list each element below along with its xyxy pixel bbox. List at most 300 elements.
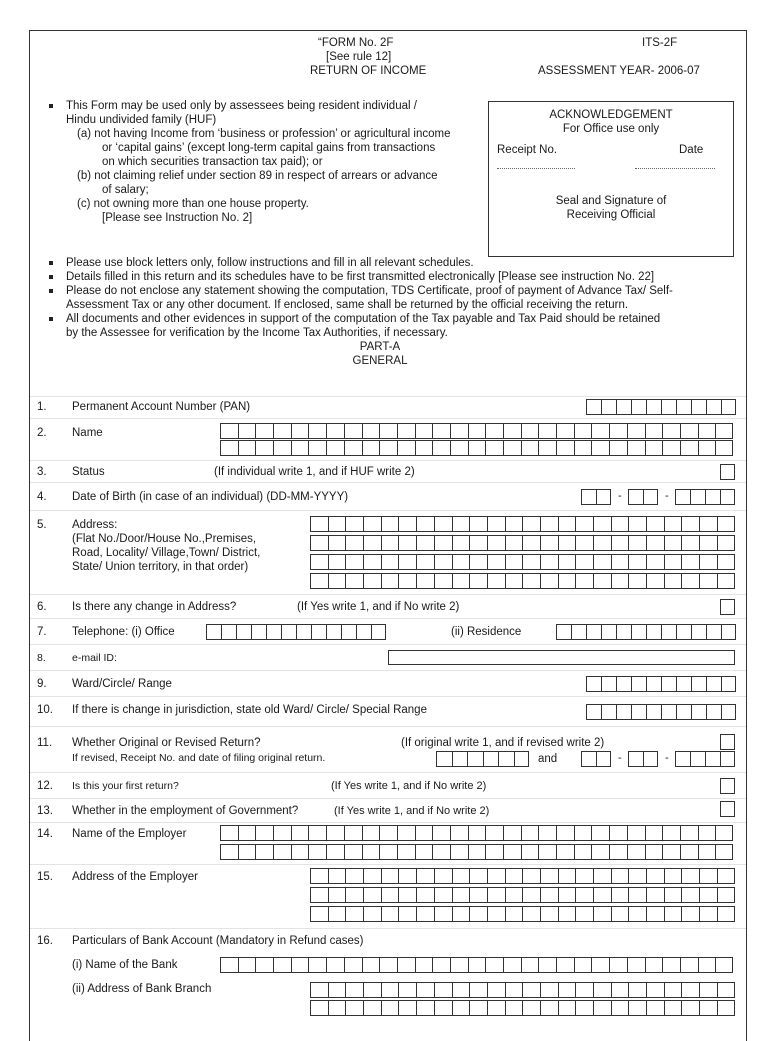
character-box[interactable] xyxy=(601,704,616,720)
character-box[interactable] xyxy=(415,440,433,456)
character-box[interactable] xyxy=(680,957,698,973)
employer-address-input-line-2[interactable] xyxy=(310,887,735,903)
character-box[interactable] xyxy=(680,423,698,439)
dob-day-input[interactable] xyxy=(581,489,611,505)
character-box[interactable] xyxy=(662,440,680,456)
character-box[interactable] xyxy=(255,844,273,860)
character-box[interactable] xyxy=(593,868,611,884)
govt-employment-input[interactable] xyxy=(720,801,735,817)
character-box[interactable] xyxy=(434,535,452,551)
character-box[interactable] xyxy=(345,535,363,551)
character-box[interactable] xyxy=(452,554,470,570)
character-box[interactable] xyxy=(631,624,646,640)
character-box[interactable] xyxy=(643,489,658,505)
character-box[interactable] xyxy=(415,844,433,860)
character-box[interactable] xyxy=(601,399,616,415)
character-box[interactable] xyxy=(611,516,629,532)
character-box[interactable] xyxy=(469,554,487,570)
character-box[interactable] xyxy=(680,440,698,456)
character-box[interactable] xyxy=(328,1000,346,1016)
character-box[interactable] xyxy=(310,982,328,998)
character-box[interactable] xyxy=(631,399,646,415)
character-box[interactable] xyxy=(556,825,574,841)
character-box[interactable] xyxy=(646,704,661,720)
character-box[interactable] xyxy=(611,535,629,551)
character-box[interactable] xyxy=(691,704,706,720)
character-box[interactable] xyxy=(628,982,646,998)
character-box[interactable] xyxy=(469,906,487,922)
character-box[interactable] xyxy=(487,573,505,589)
character-box[interactable] xyxy=(483,751,499,767)
character-box[interactable] xyxy=(328,887,346,903)
character-box[interactable] xyxy=(452,982,470,998)
character-box[interactable] xyxy=(522,982,540,998)
character-box[interactable] xyxy=(586,624,601,640)
character-box[interactable] xyxy=(310,1000,328,1016)
character-box[interactable] xyxy=(540,887,558,903)
character-box[interactable] xyxy=(505,887,523,903)
character-box[interactable] xyxy=(717,887,735,903)
character-box[interactable] xyxy=(717,1000,735,1016)
character-box[interactable] xyxy=(255,440,273,456)
character-box[interactable] xyxy=(676,676,691,692)
character-box[interactable] xyxy=(468,440,486,456)
character-box[interactable] xyxy=(485,957,503,973)
character-box[interactable] xyxy=(664,516,682,532)
character-box[interactable] xyxy=(681,906,699,922)
character-box[interactable] xyxy=(362,957,380,973)
character-box[interactable] xyxy=(664,982,682,998)
character-box[interactable] xyxy=(345,573,363,589)
character-box[interactable] xyxy=(690,489,705,505)
character-box[interactable] xyxy=(308,440,326,456)
character-box[interactable] xyxy=(538,423,556,439)
character-box[interactable] xyxy=(328,906,346,922)
character-box[interactable] xyxy=(706,624,721,640)
character-box[interactable] xyxy=(236,624,251,640)
character-box[interactable] xyxy=(609,957,627,973)
character-box[interactable] xyxy=(717,906,735,922)
character-box[interactable] xyxy=(328,982,346,998)
character-box[interactable] xyxy=(522,906,540,922)
character-box[interactable] xyxy=(646,516,664,532)
character-box[interactable] xyxy=(540,982,558,998)
bank-address-input-line-2[interactable] xyxy=(310,1000,735,1016)
character-box[interactable] xyxy=(381,906,399,922)
old-ward-input[interactable] xyxy=(586,704,736,720)
character-box[interactable] xyxy=(662,844,680,860)
character-box[interactable] xyxy=(452,1000,470,1016)
character-box[interactable] xyxy=(238,423,256,439)
character-box[interactable] xyxy=(681,535,699,551)
character-box[interactable] xyxy=(593,554,611,570)
character-box[interactable] xyxy=(575,906,593,922)
character-box[interactable] xyxy=(273,825,291,841)
character-box[interactable] xyxy=(416,982,434,998)
character-box[interactable] xyxy=(591,957,609,973)
character-box[interactable] xyxy=(434,516,452,532)
original-filing-month-input[interactable] xyxy=(628,751,658,767)
character-box[interactable] xyxy=(291,440,309,456)
character-box[interactable] xyxy=(540,1000,558,1016)
character-box[interactable] xyxy=(627,423,645,439)
character-box[interactable] xyxy=(371,624,386,640)
character-box[interactable] xyxy=(681,554,699,570)
character-box[interactable] xyxy=(646,573,664,589)
character-box[interactable] xyxy=(397,825,415,841)
character-box[interactable] xyxy=(558,1000,576,1016)
character-box[interactable] xyxy=(398,554,416,570)
character-box[interactable] xyxy=(586,704,601,720)
character-box[interactable] xyxy=(341,624,356,640)
character-box[interactable] xyxy=(505,573,523,589)
character-box[interactable] xyxy=(720,599,735,615)
character-box[interactable] xyxy=(662,423,680,439)
character-box[interactable] xyxy=(434,554,452,570)
character-box[interactable] xyxy=(310,573,328,589)
character-box[interactable] xyxy=(469,535,487,551)
character-box[interactable] xyxy=(664,554,682,570)
character-box[interactable] xyxy=(363,906,381,922)
character-box[interactable] xyxy=(540,868,558,884)
character-box[interactable] xyxy=(328,554,346,570)
character-box[interactable] xyxy=(698,423,716,439)
character-box[interactable] xyxy=(505,868,523,884)
character-box[interactable] xyxy=(521,440,539,456)
character-box[interactable] xyxy=(680,825,698,841)
character-box[interactable] xyxy=(485,844,503,860)
character-box[interactable] xyxy=(698,825,716,841)
character-box[interactable] xyxy=(328,868,346,884)
character-box[interactable] xyxy=(432,423,450,439)
character-box[interactable] xyxy=(609,423,627,439)
character-box[interactable] xyxy=(558,982,576,998)
character-box[interactable] xyxy=(291,423,309,439)
character-box[interactable] xyxy=(720,801,735,817)
character-box[interactable] xyxy=(706,399,721,415)
character-box[interactable] xyxy=(452,868,470,884)
character-box[interactable] xyxy=(522,887,540,903)
character-box[interactable] xyxy=(308,844,326,860)
character-box[interactable] xyxy=(628,887,646,903)
character-box[interactable] xyxy=(310,554,328,570)
character-box[interactable] xyxy=(628,489,643,505)
character-box[interactable] xyxy=(715,957,733,973)
character-box[interactable] xyxy=(522,573,540,589)
character-box[interactable] xyxy=(611,1000,629,1016)
character-box[interactable] xyxy=(498,751,514,767)
character-box[interactable] xyxy=(538,844,556,860)
character-box[interactable] xyxy=(575,868,593,884)
character-box[interactable] xyxy=(416,535,434,551)
character-box[interactable] xyxy=(487,887,505,903)
character-box[interactable] xyxy=(540,535,558,551)
character-box[interactable] xyxy=(281,624,296,640)
character-box[interactable] xyxy=(593,887,611,903)
bank-name-input[interactable] xyxy=(220,957,733,973)
character-box[interactable] xyxy=(522,1000,540,1016)
character-box[interactable] xyxy=(540,516,558,532)
character-box[interactable] xyxy=(487,516,505,532)
character-box[interactable] xyxy=(467,751,483,767)
character-box[interactable] xyxy=(706,704,721,720)
character-box[interactable] xyxy=(645,440,663,456)
character-box[interactable] xyxy=(664,887,682,903)
character-box[interactable] xyxy=(397,440,415,456)
character-box[interactable] xyxy=(266,624,281,640)
character-box[interactable] xyxy=(593,516,611,532)
character-box[interactable] xyxy=(721,676,736,692)
character-box[interactable] xyxy=(715,423,733,439)
character-box[interactable] xyxy=(432,440,450,456)
character-box[interactable] xyxy=(345,516,363,532)
character-box[interactable] xyxy=(326,825,344,841)
character-box[interactable] xyxy=(558,535,576,551)
character-box[interactable] xyxy=(556,844,574,860)
character-box[interactable] xyxy=(220,844,238,860)
character-box[interactable] xyxy=(609,844,627,860)
character-box[interactable] xyxy=(575,554,593,570)
character-box[interactable] xyxy=(255,957,273,973)
character-box[interactable] xyxy=(356,624,371,640)
address-change-input[interactable] xyxy=(720,599,735,615)
character-box[interactable] xyxy=(717,573,735,589)
character-box[interactable] xyxy=(717,554,735,570)
character-box[interactable] xyxy=(487,535,505,551)
character-box[interactable] xyxy=(505,516,523,532)
character-box[interactable] xyxy=(220,423,238,439)
character-box[interactable] xyxy=(345,1000,363,1016)
revised-receipt-input[interactable] xyxy=(436,751,529,767)
character-box[interactable] xyxy=(521,957,539,973)
name-input-line-1[interactable] xyxy=(220,423,733,439)
character-box[interactable] xyxy=(398,982,416,998)
character-box[interactable] xyxy=(661,704,676,720)
character-box[interactable] xyxy=(646,399,661,415)
character-box[interactable] xyxy=(661,624,676,640)
character-box[interactable] xyxy=(699,1000,717,1016)
character-box[interactable] xyxy=(593,535,611,551)
character-box[interactable] xyxy=(631,704,646,720)
character-box[interactable] xyxy=(311,624,326,640)
character-box[interactable] xyxy=(469,982,487,998)
character-box[interactable] xyxy=(452,516,470,532)
character-box[interactable] xyxy=(609,440,627,456)
character-box[interactable] xyxy=(345,906,363,922)
character-box[interactable] xyxy=(575,535,593,551)
character-box[interactable] xyxy=(698,440,716,456)
character-box[interactable] xyxy=(720,778,735,794)
character-box[interactable] xyxy=(586,399,601,415)
character-box[interactable] xyxy=(596,489,611,505)
character-box[interactable] xyxy=(664,1000,682,1016)
character-box[interactable] xyxy=(308,423,326,439)
character-box[interactable] xyxy=(681,868,699,884)
character-box[interactable] xyxy=(591,844,609,860)
dob-year-input[interactable] xyxy=(675,489,735,505)
character-box[interactable] xyxy=(397,844,415,860)
character-box[interactable] xyxy=(485,440,503,456)
character-box[interactable] xyxy=(556,423,574,439)
character-box[interactable] xyxy=(699,535,717,551)
character-box[interactable] xyxy=(310,887,328,903)
character-box[interactable] xyxy=(691,676,706,692)
character-box[interactable] xyxy=(273,957,291,973)
character-box[interactable] xyxy=(646,554,664,570)
character-box[interactable] xyxy=(664,868,682,884)
character-box[interactable] xyxy=(521,844,539,860)
character-box[interactable] xyxy=(220,825,238,841)
character-box[interactable] xyxy=(720,751,735,767)
character-box[interactable] xyxy=(522,554,540,570)
character-box[interactable] xyxy=(344,825,362,841)
character-box[interactable] xyxy=(664,906,682,922)
character-box[interactable] xyxy=(381,535,399,551)
character-box[interactable] xyxy=(381,516,399,532)
character-box[interactable] xyxy=(717,868,735,884)
character-box[interactable] xyxy=(646,906,664,922)
character-box[interactable] xyxy=(593,982,611,998)
character-box[interactable] xyxy=(715,825,733,841)
character-box[interactable] xyxy=(698,957,716,973)
character-box[interactable] xyxy=(273,440,291,456)
character-box[interactable] xyxy=(362,844,380,860)
character-box[interactable] xyxy=(628,535,646,551)
character-box[interactable] xyxy=(434,868,452,884)
character-box[interactable] xyxy=(661,399,676,415)
character-box[interactable] xyxy=(505,554,523,570)
character-box[interactable] xyxy=(469,573,487,589)
character-box[interactable] xyxy=(691,399,706,415)
character-box[interactable] xyxy=(291,825,309,841)
status-input[interactable] xyxy=(720,464,735,480)
character-box[interactable] xyxy=(363,573,381,589)
character-box[interactable] xyxy=(468,957,486,973)
character-box[interactable] xyxy=(558,906,576,922)
character-box[interactable] xyxy=(363,887,381,903)
character-box[interactable] xyxy=(362,423,380,439)
character-box[interactable] xyxy=(593,573,611,589)
character-box[interactable] xyxy=(591,440,609,456)
character-box[interactable] xyxy=(646,535,664,551)
character-box[interactable] xyxy=(556,440,574,456)
character-box[interactable] xyxy=(575,573,593,589)
character-box[interactable] xyxy=(310,516,328,532)
character-box[interactable] xyxy=(450,957,468,973)
character-box[interactable] xyxy=(609,825,627,841)
character-box[interactable] xyxy=(616,399,631,415)
character-box[interactable] xyxy=(721,399,736,415)
character-box[interactable] xyxy=(574,825,592,841)
character-box[interactable] xyxy=(432,825,450,841)
character-box[interactable] xyxy=(452,887,470,903)
original-filing-day-input[interactable] xyxy=(581,751,611,767)
character-box[interactable] xyxy=(628,1000,646,1016)
character-box[interactable] xyxy=(328,535,346,551)
character-box[interactable] xyxy=(521,423,539,439)
name-input-line-2[interactable] xyxy=(220,440,733,456)
character-box[interactable] xyxy=(540,906,558,922)
character-box[interactable] xyxy=(699,516,717,532)
character-box[interactable] xyxy=(503,423,521,439)
character-box[interactable] xyxy=(469,516,487,532)
character-box[interactable] xyxy=(675,751,690,767)
character-box[interactable] xyxy=(616,704,631,720)
character-box[interactable] xyxy=(238,440,256,456)
return-type-input[interactable] xyxy=(720,734,735,750)
character-box[interactable] xyxy=(698,844,716,860)
character-box[interactable] xyxy=(416,868,434,884)
character-box[interactable] xyxy=(706,676,721,692)
character-box[interactable] xyxy=(664,535,682,551)
character-box[interactable] xyxy=(363,535,381,551)
character-box[interactable] xyxy=(680,844,698,860)
character-box[interactable] xyxy=(503,844,521,860)
character-box[interactable] xyxy=(627,844,645,860)
character-box[interactable] xyxy=(691,624,706,640)
character-box[interactable] xyxy=(310,906,328,922)
character-box[interactable] xyxy=(291,957,309,973)
character-box[interactable] xyxy=(676,399,691,415)
character-box[interactable] xyxy=(345,554,363,570)
character-box[interactable] xyxy=(575,887,593,903)
character-box[interactable] xyxy=(616,624,631,640)
character-box[interactable] xyxy=(581,489,596,505)
character-box[interactable] xyxy=(469,1000,487,1016)
character-box[interactable] xyxy=(381,1000,399,1016)
character-box[interactable] xyxy=(469,887,487,903)
character-box[interactable] xyxy=(699,554,717,570)
character-box[interactable] xyxy=(720,489,735,505)
character-box[interactable] xyxy=(206,624,221,640)
character-box[interactable] xyxy=(416,554,434,570)
character-box[interactable] xyxy=(690,751,705,767)
character-box[interactable] xyxy=(699,906,717,922)
character-box[interactable] xyxy=(558,868,576,884)
character-box[interactable] xyxy=(596,751,611,767)
character-box[interactable] xyxy=(434,1000,452,1016)
character-box[interactable] xyxy=(398,906,416,922)
character-box[interactable] xyxy=(556,624,571,640)
character-box[interactable] xyxy=(538,957,556,973)
character-box[interactable] xyxy=(326,957,344,973)
character-box[interactable] xyxy=(558,554,576,570)
character-box[interactable] xyxy=(627,440,645,456)
character-box[interactable] xyxy=(450,440,468,456)
character-box[interactable] xyxy=(326,624,341,640)
character-box[interactable] xyxy=(344,423,362,439)
character-box[interactable] xyxy=(558,516,576,532)
character-box[interactable] xyxy=(593,906,611,922)
ward-input[interactable] xyxy=(586,676,736,692)
character-box[interactable] xyxy=(452,573,470,589)
character-box[interactable] xyxy=(415,957,433,973)
employer-address-input-line-3[interactable] xyxy=(310,906,735,922)
character-box[interactable] xyxy=(628,516,646,532)
character-box[interactable] xyxy=(574,423,592,439)
character-box[interactable] xyxy=(416,516,434,532)
character-box[interactable] xyxy=(699,887,717,903)
character-box[interactable] xyxy=(720,464,735,480)
address-input-line-4[interactable] xyxy=(310,573,735,589)
character-box[interactable] xyxy=(345,868,363,884)
character-box[interactable] xyxy=(450,423,468,439)
character-box[interactable] xyxy=(255,825,273,841)
character-box[interactable] xyxy=(432,957,450,973)
character-box[interactable] xyxy=(646,624,661,640)
character-box[interactable] xyxy=(397,957,415,973)
character-box[interactable] xyxy=(631,676,646,692)
